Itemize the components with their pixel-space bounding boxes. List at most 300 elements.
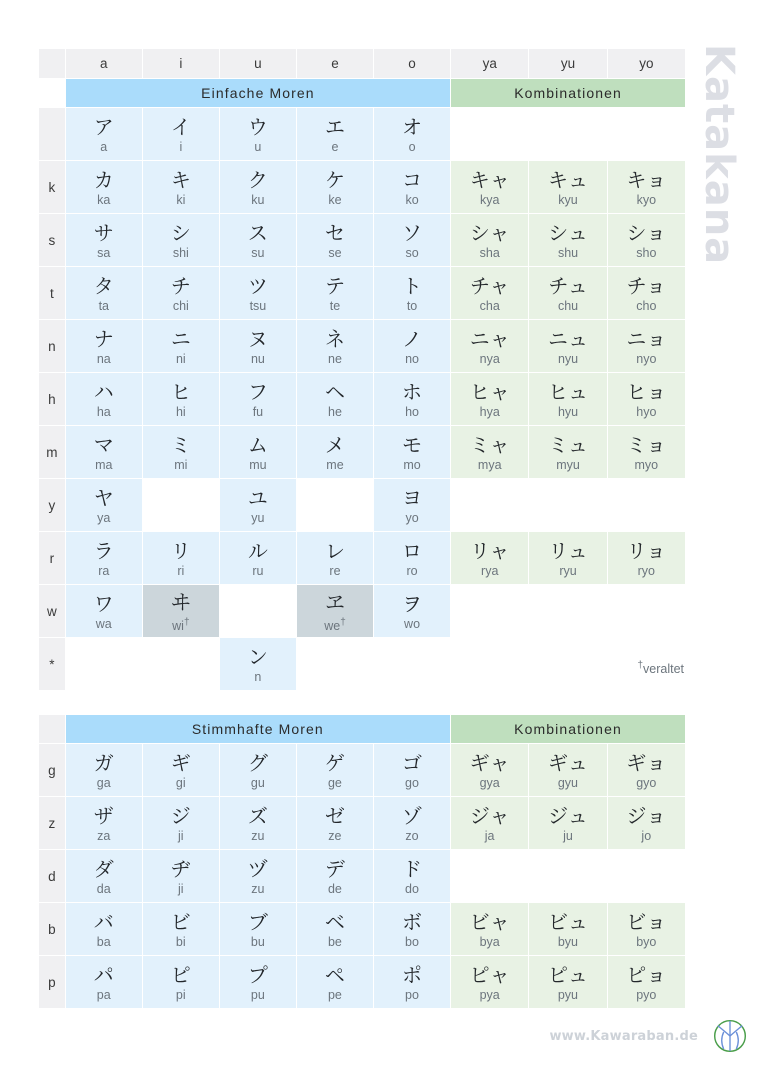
kana-cell-ju[interactable]	[529, 797, 606, 849]
romaji-label	[297, 987, 373, 1004]
kana-cell-ga[interactable]	[66, 744, 142, 796]
romaji-text: wi	[172, 619, 184, 634]
kana-glyph: ド	[401, 857, 422, 881]
kana-cell-i[interactable]	[143, 108, 219, 160]
kana-cell-pa[interactable]	[66, 956, 142, 1008]
kana-cell-na[interactable]	[66, 320, 142, 372]
romaji-text: ne	[328, 352, 342, 366]
row-label-n: n	[39, 320, 65, 372]
romaji-text: n	[254, 670, 262, 684]
kana-glyph: ソ	[402, 221, 423, 245]
kana-cell-myu[interactable]	[529, 426, 606, 478]
romaji-label	[143, 828, 219, 845]
romaji-text: se	[328, 246, 342, 260]
kana-cell-te[interactable]	[297, 267, 373, 319]
row-label-blank	[39, 108, 65, 160]
kana-glyph: ケ	[324, 168, 345, 192]
romaji-label	[529, 245, 606, 262]
kana-cell-be[interactable]	[297, 903, 373, 955]
row-label-t: t	[39, 267, 65, 319]
kana-glyph: オ	[402, 115, 423, 139]
kana-cell-ha[interactable]	[66, 373, 142, 425]
kana-cell-byu[interactable]	[529, 903, 606, 955]
kana-cell-go[interactable]	[374, 744, 450, 796]
romaji-label	[297, 881, 373, 898]
kana-cell-ryo[interactable]	[608, 532, 685, 584]
kana-cell-gya[interactable]	[451, 744, 528, 796]
romaji-label	[529, 351, 606, 368]
footnote-text: veraltet	[643, 662, 684, 677]
romaji-text: de	[327, 882, 342, 896]
kana-cell-me[interactable]	[297, 426, 373, 478]
romaji-text: ho	[405, 405, 419, 419]
romaji-label	[529, 192, 606, 209]
romaji-label	[608, 987, 685, 1004]
romaji-text: hyu	[557, 405, 579, 419]
romaji-text: fu	[252, 405, 264, 419]
kana-cell-gyu[interactable]	[529, 744, 606, 796]
romaji-label	[143, 298, 219, 315]
romaji-label	[374, 881, 450, 898]
kana-glyph: チョ	[626, 274, 667, 298]
romaji-label	[220, 563, 296, 580]
romaji-text: wo	[404, 617, 421, 631]
kana-cell-ji[interactable]	[143, 797, 219, 849]
kana-cell-gu[interactable]	[220, 744, 296, 796]
kana-glyph: ウ	[247, 115, 268, 139]
table2-header	[39, 715, 685, 743]
kana-glyph: ピ	[170, 963, 191, 987]
kana-cell-chi[interactable]	[143, 267, 219, 319]
romaji-text: na	[96, 352, 111, 366]
kana-glyph: フ	[247, 380, 268, 404]
kana-cell-bya[interactable]	[451, 903, 528, 955]
romaji-text: yo	[405, 511, 419, 525]
table2-section-band-row	[39, 715, 685, 743]
romaji-text: mo	[403, 458, 421, 472]
row-label-m: m	[39, 426, 65, 478]
romaji-text: ri	[177, 564, 185, 578]
kana-cell-ra[interactable]	[66, 532, 142, 584]
kana-cell-hyo[interactable]	[608, 373, 685, 425]
kana-cell-chu[interactable]	[529, 267, 606, 319]
table-row	[39, 850, 685, 902]
romaji-label	[143, 881, 219, 898]
kana-cell-ja[interactable]	[451, 797, 528, 849]
kana-glyph: ビュ	[547, 910, 588, 934]
column-header-yu: yu	[529, 49, 606, 78]
kana-glyph: ム	[247, 433, 268, 457]
romaji-label	[529, 987, 606, 1004]
romaji-text: pu	[250, 988, 265, 1002]
kana-cell-ke[interactable]	[297, 161, 373, 213]
romaji-text: ru	[252, 564, 264, 578]
romaji-text: o	[408, 140, 416, 154]
kana-cell-sa[interactable]	[66, 214, 142, 266]
romaji-text: sho	[636, 246, 657, 260]
kana-glyph: ニョ	[626, 327, 667, 351]
kana-glyph: ビャ	[469, 910, 510, 934]
kana-glyph: ゴ	[401, 751, 422, 775]
kana-glyph: ト	[402, 274, 423, 298]
kana-cell-gyo[interactable]	[608, 744, 685, 796]
kana-cell-o[interactable]	[374, 108, 450, 160]
kawaraban-logo-icon	[712, 1018, 748, 1054]
romaji-label	[297, 298, 373, 315]
romaji-label	[220, 510, 296, 527]
kana-cell-pyo[interactable]	[608, 956, 685, 1008]
kana-cell-hya[interactable]	[451, 373, 528, 425]
kana-cell-mya[interactable]	[451, 426, 528, 478]
kana-glyph: ヒョ	[626, 380, 667, 404]
table-row	[39, 903, 685, 955]
kana-cell-za[interactable]	[66, 797, 142, 849]
katakana-watermark	[690, 44, 750, 274]
kana-glyph: マ	[93, 433, 114, 457]
romaji-text: do	[405, 882, 419, 896]
kana-glyph: パ	[93, 963, 114, 987]
kana-cell-e[interactable]	[297, 108, 373, 160]
kana-cell-ki[interactable]	[143, 161, 219, 213]
kana-glyph: ヨ	[402, 486, 423, 510]
kana-cell-empty	[451, 850, 528, 902]
kana-cell-hi[interactable]	[143, 373, 219, 425]
kana-cell-nya[interactable]	[451, 320, 528, 372]
kana-glyph: チュ	[548, 274, 588, 298]
romaji-label	[297, 351, 373, 368]
kana-glyph: チ	[170, 274, 191, 298]
kana-cell-empty	[143, 479, 219, 531]
romaji-label	[374, 298, 450, 315]
kana-glyph: ロ	[402, 539, 423, 563]
kana-glyph: デ	[324, 857, 345, 881]
romaji-label	[451, 563, 528, 580]
kana-cell-ya[interactable]	[66, 479, 142, 531]
kana-glyph: ズ	[247, 804, 268, 828]
kana-glyph: ガ	[93, 751, 114, 775]
kana-glyph: シュ	[548, 221, 588, 245]
kana-cell-mu[interactable]	[220, 426, 296, 478]
romaji-label	[374, 510, 450, 527]
romaji-label	[66, 139, 142, 156]
kana-cell-empty	[220, 585, 296, 637]
romaji-text: myu	[556, 458, 580, 472]
romaji-text: bo	[405, 935, 419, 949]
kana-cell-ni[interactable]	[143, 320, 219, 372]
kana-cell-we[interactable]	[297, 585, 373, 637]
kana-cell-mi[interactable]	[143, 426, 219, 478]
kana-cell-se[interactable]	[297, 214, 373, 266]
kana-glyph: グ	[247, 751, 268, 775]
kana-cell-ryu[interactable]	[529, 532, 606, 584]
kana-glyph: ル	[247, 539, 268, 563]
romaji-label	[220, 298, 296, 315]
kana-glyph: レ	[324, 539, 345, 563]
kana-cell-bi[interactable]	[143, 903, 219, 955]
kana-cell-a[interactable]	[66, 108, 142, 160]
kana-cell-no[interactable]	[374, 320, 450, 372]
romaji-text: ju	[563, 829, 573, 843]
kana-cell-cha[interactable]	[451, 267, 528, 319]
romaji-text: jo	[641, 829, 652, 843]
romaji-label	[66, 245, 142, 262]
kana-cell-zo[interactable]	[374, 797, 450, 849]
romaji-text: ke	[328, 193, 342, 207]
romaji-text: cha	[479, 299, 500, 313]
kana-cell-ru[interactable]	[220, 532, 296, 584]
kana-cell-pya[interactable]	[451, 956, 528, 1008]
column-header-u: u	[220, 49, 296, 78]
romaji-text: u	[254, 140, 262, 154]
kana-cell-rya[interactable]	[451, 532, 528, 584]
romaji-label	[66, 934, 142, 951]
kana-glyph: ペ	[324, 963, 345, 987]
kana-cell-ge[interactable]	[297, 744, 373, 796]
table2-corner-cell	[39, 715, 65, 743]
kana-cell-ze[interactable]	[297, 797, 373, 849]
kana-cell-jo[interactable]	[608, 797, 685, 849]
kana-cell-sho[interactable]	[608, 214, 685, 266]
table1-header	[39, 49, 685, 107]
romaji-text: ma	[95, 458, 113, 472]
kana-cell-kyu[interactable]	[529, 161, 606, 213]
row-label-k: k	[39, 161, 65, 213]
website-url[interactable]: www.Kawaraban.de	[549, 1028, 698, 1044]
column-header-ya: ya	[451, 49, 528, 78]
romaji-label	[143, 563, 219, 580]
kana-cell-bo[interactable]	[374, 903, 450, 955]
kana-cell-wo[interactable]	[374, 585, 450, 637]
kana-glyph: ユ	[247, 486, 268, 510]
kana-cell-ji[interactable]	[143, 850, 219, 902]
kana-glyph: ギャ	[469, 751, 510, 775]
romaji-label	[66, 616, 142, 633]
kana-cell-gi[interactable]	[143, 744, 219, 796]
romaji-text: ha	[96, 405, 111, 419]
romaji-text: byo	[636, 935, 657, 949]
kana-cell-re[interactable]	[297, 532, 373, 584]
kana-glyph: ノ	[402, 327, 423, 351]
romaji-text: gyo	[636, 776, 657, 790]
kana-glyph: ヰ	[170, 589, 191, 614]
kana-glyph: キョ	[626, 168, 667, 192]
romaji-label	[220, 404, 296, 421]
romaji-label	[220, 192, 296, 209]
kana-glyph: ツ	[247, 274, 268, 298]
kana-glyph: ニュ	[548, 327, 589, 351]
kana-glyph: ヂ	[170, 857, 191, 881]
kana-cell-yu[interactable]	[220, 479, 296, 531]
kana-cell-empty	[608, 850, 685, 902]
kana-cell-hyu[interactable]	[529, 373, 606, 425]
kana-cell-shu[interactable]	[529, 214, 606, 266]
kana-cell-u[interactable]	[220, 108, 296, 160]
romaji-label	[374, 457, 450, 474]
romaji-label	[66, 298, 142, 315]
romaji-text: ge	[327, 776, 342, 790]
kana-cell-kyo[interactable]	[608, 161, 685, 213]
kana-glyph: ラ	[93, 539, 114, 563]
band-spacer-left	[39, 79, 65, 107]
romaji-text: cho	[636, 299, 657, 313]
kana-cell-tsu[interactable]	[220, 267, 296, 319]
romaji-text: ze	[328, 829, 342, 843]
kana-cell-wa[interactable]	[66, 585, 142, 637]
kana-cell-zu[interactable]	[220, 850, 296, 902]
kana-cell-bu[interactable]	[220, 903, 296, 955]
romaji-text: ryo	[637, 564, 656, 578]
romaji-text: shi	[172, 246, 189, 260]
romaji-text: mya	[477, 458, 502, 472]
row-label-g: g	[39, 744, 65, 796]
romaji-text: zu	[251, 882, 265, 896]
romaji-label	[608, 351, 685, 368]
romaji-label	[66, 192, 142, 209]
romaji-label	[143, 245, 219, 262]
kana-cell-zu[interactable]	[220, 797, 296, 849]
row-label-z: z	[39, 797, 65, 849]
kana-cell-empty	[451, 585, 528, 637]
kana-cell-nyu[interactable]	[529, 320, 606, 372]
kana-glyph: ジャ	[469, 804, 510, 828]
romaji-text: go	[405, 776, 419, 790]
kana-cell-da[interactable]	[66, 850, 142, 902]
romaji-label	[529, 457, 606, 474]
romaji-text: zu	[251, 829, 265, 843]
kana-glyph: ピャ	[469, 963, 510, 987]
romaji-text: nu	[250, 352, 265, 366]
band-kombinationen-1: Kombinationen	[451, 79, 685, 107]
kana-cell-ho[interactable]	[374, 373, 450, 425]
table-row	[39, 479, 685, 531]
romaji-text: we	[324, 619, 341, 634]
table-row	[39, 214, 685, 266]
romaji-label	[374, 192, 450, 209]
kana-cell-ba[interactable]	[66, 903, 142, 955]
kana-cell-ri[interactable]	[143, 532, 219, 584]
romaji-label	[608, 245, 685, 262]
kana-cell-wi[interactable]	[143, 585, 219, 637]
kana-cell-pu[interactable]	[220, 956, 296, 1008]
kana-cell-yo[interactable]	[374, 479, 450, 531]
kana-cell-ta[interactable]	[66, 267, 142, 319]
table2-body	[39, 744, 685, 1008]
kana-glyph: バ	[93, 910, 114, 934]
kana-cell-pi[interactable]	[143, 956, 219, 1008]
kana-cell-ku[interactable]	[220, 161, 296, 213]
romaji-label	[143, 987, 219, 1004]
romaji-text: hi	[175, 405, 186, 419]
kana-glyph: リョ	[626, 539, 667, 563]
kana-cell-myo[interactable]	[608, 426, 685, 478]
romaji-text: ja	[484, 829, 495, 843]
romaji-label	[451, 457, 528, 474]
romaji-text: ki	[176, 193, 186, 207]
table-row	[39, 956, 685, 1008]
table-row	[39, 161, 685, 213]
romaji-text: me	[326, 458, 344, 472]
kana-cell-pyu[interactable]	[529, 956, 606, 1008]
row-label-b: b	[39, 903, 65, 955]
romaji-text: ni	[175, 352, 186, 366]
kana-cell-ma[interactable]	[66, 426, 142, 478]
romaji-text: bi	[175, 935, 186, 949]
kana-cell-ko[interactable]	[374, 161, 450, 213]
kana-cell-sha[interactable]	[451, 214, 528, 266]
romaji-text: kya	[480, 193, 500, 207]
romaji-label	[143, 351, 219, 368]
romaji-label	[451, 245, 528, 262]
kana-cell-empty	[608, 585, 685, 637]
kana-cell-cho[interactable]	[608, 267, 685, 319]
kana-cell-su[interactable]	[220, 214, 296, 266]
voiced-moren-table-wrap	[38, 714, 686, 1009]
kana-cell-fu[interactable]	[220, 373, 296, 425]
romaji-label	[220, 245, 296, 262]
romaji-text: nyo	[636, 352, 657, 366]
kana-glyph: ピョ	[626, 963, 667, 987]
kana-cell-empty	[451, 108, 528, 160]
kana-cell-po[interactable]	[374, 956, 450, 1008]
romaji-text: sha	[479, 246, 500, 260]
kana-cell-mo[interactable]	[374, 426, 450, 478]
kana-cell-ka[interactable]	[66, 161, 142, 213]
kana-cell-nyo[interactable]	[608, 320, 685, 372]
kana-glyph: ヱ	[324, 589, 345, 614]
table-row	[39, 744, 685, 796]
kana-glyph: リャ	[470, 539, 510, 563]
romaji-text: pe	[327, 988, 342, 1002]
row-label-*: *	[39, 638, 65, 690]
kana-cell-pe[interactable]	[297, 956, 373, 1008]
romaji-text: shu	[557, 246, 579, 260]
table-row	[39, 267, 685, 319]
kana-cell-ne[interactable]	[297, 320, 373, 372]
kana-cell-shi[interactable]	[143, 214, 219, 266]
kana-cell-so[interactable]	[374, 214, 450, 266]
kana-glyph: ワ	[93, 592, 114, 616]
kana-cell-byo[interactable]	[608, 903, 685, 955]
romaji-label	[66, 510, 142, 527]
kana-cell-to[interactable]	[374, 267, 450, 319]
romaji-text: da	[96, 882, 111, 896]
kana-cell-ro[interactable]	[374, 532, 450, 584]
kana-cell-de[interactable]	[297, 850, 373, 902]
voiced-moren-table	[38, 714, 686, 1009]
romaji-text: be	[327, 935, 342, 949]
romaji-label	[529, 934, 606, 951]
table-row	[39, 373, 685, 425]
romaji-label	[143, 775, 219, 792]
kana-glyph: ギ	[170, 751, 191, 775]
romaji-label	[66, 404, 142, 421]
romaji-label	[608, 298, 685, 315]
kana-glyph: ビョ	[626, 910, 667, 934]
kana-glyph: サ	[93, 221, 114, 245]
column-header-i: i	[143, 49, 219, 78]
kana-glyph: ネ	[324, 327, 345, 351]
kana-cell-nu[interactable]	[220, 320, 296, 372]
romaji-label	[220, 881, 296, 898]
kana-glyph: リュ	[548, 539, 588, 563]
obsolete-footnote	[38, 660, 686, 676]
kana-cell-kya[interactable]	[451, 161, 528, 213]
kana-cell-do[interactable]	[374, 850, 450, 902]
kana-glyph: ヌ	[247, 327, 268, 351]
kana-cell-he[interactable]	[297, 373, 373, 425]
kana-cell-empty	[608, 479, 685, 531]
kana-glyph: ミュ	[548, 433, 588, 457]
